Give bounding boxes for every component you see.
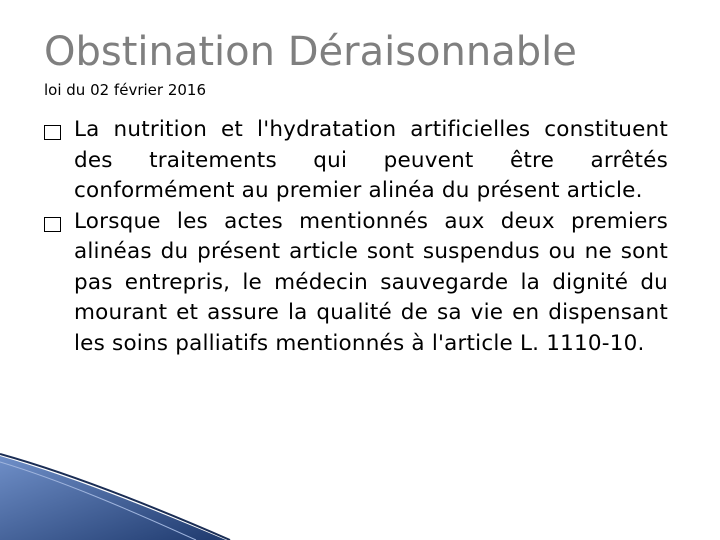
bullet-text: Lorsque les actes mentionnés aux deux premiers alinéas du présent article sont suspendus ou ne sont pas entrepris, le médecin sauvegarde la dignité du mourant et assure la qualité de sa vie en dispensant les soins palliatifs mentionnés à l'article L. 1110-10.: [74, 208, 668, 356]
square-bullet-icon: [44, 125, 61, 140]
bullet-text: La nutrition et l'hydratation artificielles constituent des traitements qui peuvent être arrêtés conformément au premier alinéa du présent article.: [74, 117, 668, 203]
slide-subtitle: loi du 02 février 2016: [44, 81, 206, 99]
slide-title: Obstination Déraisonnable: [44, 29, 577, 75]
bullet-list: [42, 115, 668, 359]
corner-swoosh-shape: [0, 456, 226, 540]
square-bullet-icon: [44, 217, 61, 232]
bullet-item: [42, 207, 668, 360]
bullet-item: [42, 115, 668, 207]
